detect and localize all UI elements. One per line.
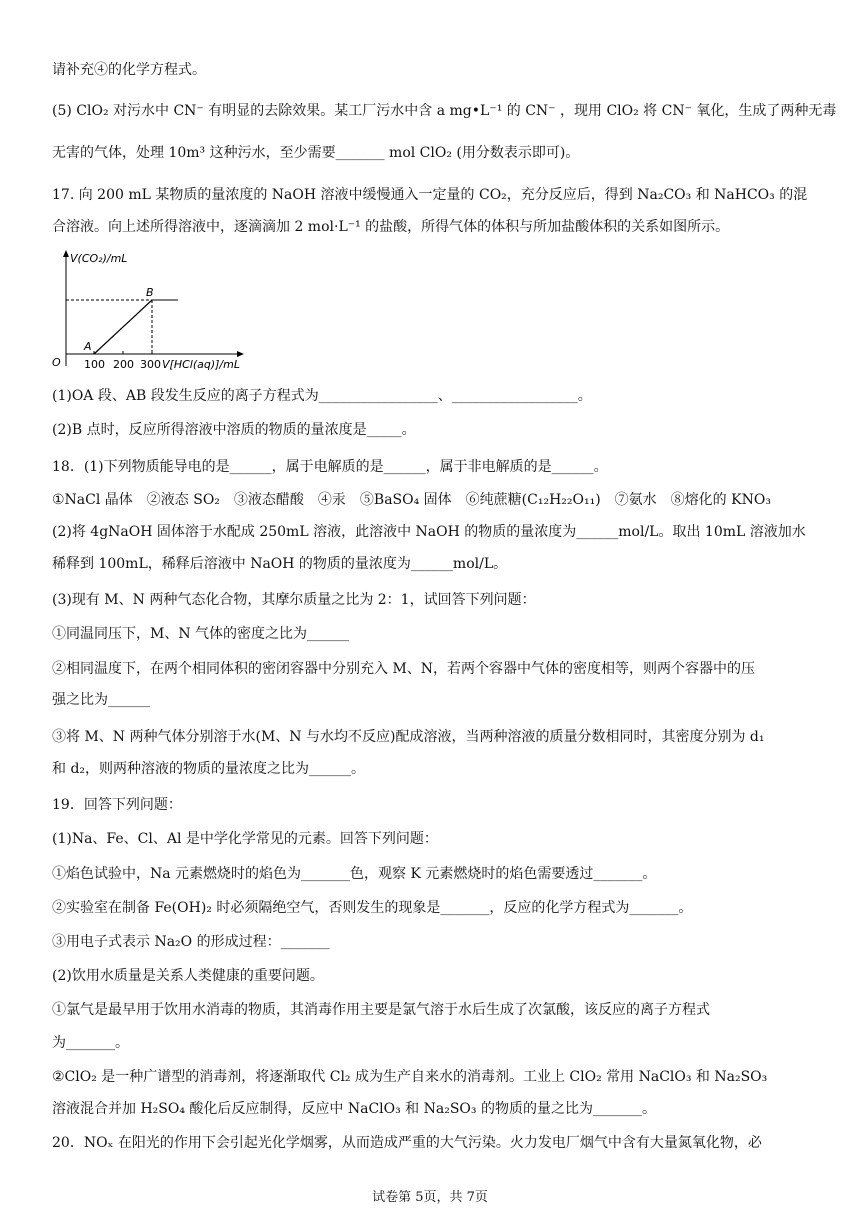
x-axis-label: V[HCl(aq)]/mL (162, 358, 240, 371)
text-line-l06: (1)OA 段、AB 段发生反应的离子方程式为_________________、__________________。 (52, 388, 592, 404)
point-a-label: A (84, 340, 92, 353)
co2-volume-graph (50, 248, 250, 373)
y-axis-arrow (63, 250, 69, 257)
text-line-l20: ①焰色试验中，Na 元素燃烧时的焰色为_______色，观察 K 元素燃烧时的焰色需要透过_______。 (52, 866, 657, 882)
text-line-l19: (1)Na、Fe、Cl、Al 是中学化学常见的元素。回答下列问题： (52, 831, 438, 847)
page-footer: 试卷第 5页，共 7页 (372, 1190, 488, 1205)
text-line-l07: (2)B 点时，反应所得溶液中溶质的物质的量浓度是_____。 (52, 422, 416, 438)
tick-label-100: 100 (84, 358, 105, 371)
text-line-l08: 18．(1)下列物质能导电的是______，属于电解质的是______，属于非电解质的是______。 (52, 459, 608, 475)
text-line-l18: 19．回答下列问题： (52, 797, 182, 813)
text-line-l04: 17. 向 200 mL 某物质的量浓度的 NaOH 溶液中缓慢通入一定量的 CO₂，充分反应后，得到 Na₂CO₃ 和 NaHCO₃ 的混 (52, 187, 808, 203)
text-line-l27: 溶液混合并加 H₂SO₄ 酸化后反应制得，反应中 NaClO₃ 和 Na₂SO₃ 的物质的量之比为_______。 (52, 1101, 656, 1117)
text-line-l05: 合溶液。向上述所得溶液中，逐滴滴加 2 mol·L⁻¹ 的盐酸，所得气体的体积与所加盐酸体积的关系如图所示。 (52, 219, 730, 235)
text-line-l11: 稀释到 100mL，稀释后溶液中 NaOH 的物质的量浓度为______mol/L。 (52, 556, 508, 572)
text-line-l03: 无害的气体，处理 10m³ 这种污水，至少需要_______ mol ClO₂ (用分数表示即可)。 (52, 145, 580, 161)
text-line-l25: 为_______。 (52, 1035, 129, 1051)
y-axis-label: V(CO₂)/mL (70, 252, 128, 265)
text-line-l02: (5) ClO₂ 对污水中 CN⁻ 有明显的去除效果。某工厂污水中含 a mg•L⁻¹ 的 CN⁻ ，现用 ClO₂ 将 CN⁻ 氧化，生成了两种无毒 (52, 103, 837, 119)
x-axis-arrow (237, 351, 244, 357)
text-line-l09: ①NaCl 晶体 ②液态 SO₂ ③液态醋酸 ④汞 ⑤BaSO₄ 固体 ⑥纯蔗糖(C₁₂H₂₂O₁₁) ⑦氨水 ⑧熔化的 KNO₃ (52, 492, 771, 508)
text-line-l28: 20．NOₓ 在阳光的作用下会引起光化学烟雾，从而造成严重的大气污染。火力发电厂烟气中含有大量氮氧化物，必 (52, 1135, 762, 1151)
text-line-l21: ②实验室在制备 Fe(OH)₂ 时必须隔绝空气，否则发生的现象是_______，反应的化学方程式为_______。 (52, 900, 693, 916)
text-line-l01: 请补充④的化学方程式。 (52, 62, 206, 78)
text-line-l10: (2)将 4gNaOH 固体溶于水配成 250mL 溶液，此溶液中 NaOH 的物质的量浓度为______mol/L。取出 10mL 溶液加水 (52, 524, 806, 540)
ab-line (94, 300, 152, 354)
text-line-l23: (2)饮用水质量是关系人类健康的重要问题。 (52, 968, 324, 984)
text-line-l22: ③用电子式表示 Na₂O 的形成过程：_______ (52, 934, 330, 950)
origin-label: O (52, 356, 61, 369)
tick-label-300: 300 (140, 358, 161, 371)
text-line-l24: ①氯气是最早用于饮用水消毒的物质，其消毒作用主要是氯气溶于水后生成了次氯酸，该反应的离子方程式 (52, 1002, 710, 1018)
text-line-l17: 和 d₂，则两种溶液的物质的量浓度之比为______。 (52, 761, 366, 777)
point-b-label: B (146, 286, 154, 299)
text-line-l12: (3)现有 M、N 两种气态化合物，其摩尔质量之比为 2：1，试回答下列问题： (52, 592, 536, 608)
tick-label-200: 200 (113, 358, 134, 371)
text-line-l15: 强之比为______ (52, 692, 150, 708)
text-line-l26: ②ClO₂ 是一种广谱型的消毒剂，将逐渐取代 Cl₂ 成为生产自来水的消毒剂。工业上 ClO₂ 常用 NaClO₃ 和 Na₂SO₃ (52, 1069, 768, 1085)
text-line-l14: ②相同温度下，在两个相同体积的密闭容器中分别充入 M、N，若两个容器中气体的密度相等，则两个容器中的压 (52, 661, 756, 677)
text-line-l13: ①同温同压下，M、N 气体的密度之比为______ (52, 626, 350, 642)
text-line-l16: ③将 M、N 两种气体分别溶于水(M、N 与水均不反应)配成溶液，当两种溶液的质量分数相同时，其密度分别为 d₁ (52, 729, 765, 745)
